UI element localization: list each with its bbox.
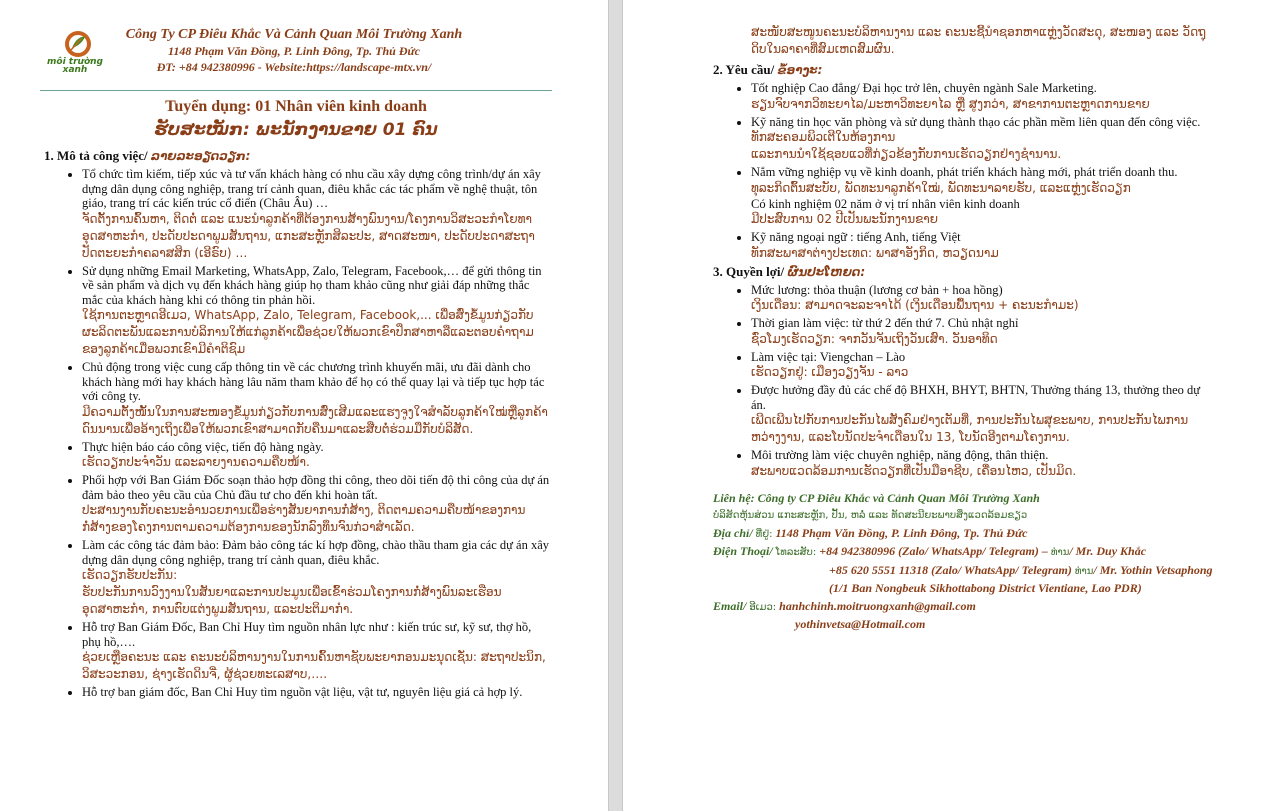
list-item: • Thời gian làm việc: từ thứ 2 đến thứ 7. Chủ nhật nghỉ ຊົ່ວໂມງເຮັດວຽກ: ຈາກວັນຈັນເຖິງວັນເສົາ. ວັນອາທິດ (751, 316, 1213, 348)
list-item: • Nắm vững nghiệp vụ về kinh doanh, phát triển khách hàng mới, phát triển doanh thu. ທຸລະກິດຕົ້ນສະບັບ, ພັດທະນາລູກຄ້າໃໝ່, ພັດທະນາລາຍຮັບ, ແລະແຫຼ່ງເຮັດວຽກ Có kinh nghiệm 02 năm ở vị trí nhân viên kinh doanh ມີປະສົບການ 02 ປີເປັນພະນັກງານຂາຍ (751, 165, 1213, 228)
company-name: Công Ty CP Điêu Khắc Và Cảnh Quan Môi Trường Xanh (125, 27, 463, 42)
logo-text: môi trường xanh (47, 57, 103, 75)
document-page-2 (622, 0, 1282, 811)
list-item: • Kỹ năng ngoại ngữ : tiếng Anh, tiếng Việt ທັກສະພາສາຕ່າງປະເທດ: ພາສາອັງກິດ, ຫວຽດນາມ (751, 230, 1213, 262)
contact-heading: Liên hệ: Công ty CP Điêu Khắc và Cảnh Quan Môi Trường Xanh (713, 490, 1040, 505)
list-item: • Hỗ trợ ban giám đốc, Ban Chỉ Huy tìm nguồn vật liệu, vật tư, nguyên liệu giá cả hợp lý. (82, 685, 550, 700)
contact-phone-2: +85 620 5551 11318 (Zalo/ WhatsApp/ Telegram) ທ່ານ/ Mr. Yothin Vetsaphong (829, 562, 1213, 577)
job-title-vi: Tuyển dụng: 01 Nhân viên kinh doanh (165, 98, 427, 115)
list-item: • Mức lương: thỏa thuận (lương cơ bản + hoa hồng) ເງິນເດືອນ: ສາມາດຈະລະຈາໄດ້ (ເງິນເດືອນພື້ນຖານ + ຄະນະກຳມະ) (751, 283, 1213, 315)
list-item: • Phối hợp với Ban Giám Đốc soạn thảo hợp đồng thi công, theo dõi tiến độ thi công của dự án đảm bảo theo yêu cầu của Chủ đầu tư cho đến khi hoàn tất. ປະສານງານກັບຄະນະອຳນວຍການເພື່ອຮ່າງສັນຍາການກໍ່ສ້າງ, ຕິດຕາມຄວາມຄືບໜ້າຂອງການກໍ່ສ້າງຂອງໂຄງການຕາມຄວາມຕ້ອງການຂອງນັກລົງທຶນຈົນກ່ວາສຳເລັດ. (82, 473, 550, 536)
contact-heading-lo: ບໍລິສັດຫຸ້ນສ່ວນ ແກະສະຫຼັກ, ປັ້ນ, ຫລໍ່ ແລະ ທັດສະນີຍະພາບສິ່ງແວດລ້ອມຂຽວ (713, 510, 1028, 521)
list-item: • Kỹ năng tin học văn phòng và sử dụng thành thạo các phần mềm liên quan đến công việc. ທັກສະຄອມພິວເຕີໃນຫ້ອງການ ແລະການນຳໃຊ້ຊອບແວທີ່ກ່ຽວຂ້ອງກັບການເຮັດວຽກຢ່າງຊຳນານ. (751, 115, 1213, 164)
list-item: • Chủ động trong việc cung cấp thông tin về các chương trình khuyến mãi, ưu đãi dành cho khách hàng mới hay khách hàng lâu năm tham khảo để họ có thể quay lại và tiếp tục hợp tác với công ty. ມີຄວາມຕັ້ງໜັ້ນໃນການສະໜອງຂໍ້ມູນກ່ຽວກັບການສົ່ງເສີມແລະແຮງຈູງໃຈສຳລັບລູກຄ້າໃໝ່ຫຼືລູກຄ້າດົນນານເພື່ອອ້າງເຖິງເພື່ອໃຫ້ພວກເຂົາສາມາດກັບຄືນມາແລະສືບຕໍ່ຮ່ວມມືກັບບໍລິສັດ. (82, 360, 550, 438)
page-2-content (713, 24, 1213, 634)
company-info (114, 26, 474, 75)
contact-phone-2-address: (1/1 Ban Nongbeuk Sikhottabong District Vientiane, Lao PDR) (829, 581, 1142, 595)
requirement-list (713, 81, 1213, 262)
job-description-section (44, 146, 550, 702)
company-address: 1148 Phạm Văn Đồng, P. Linh Đông, Tp. Thủ Đức (167, 44, 421, 58)
email-link[interactable]: hanhchinh.moitruongxanh@gmail.com (779, 598, 976, 613)
contact-email-1: Email/ ອີເມວ: hanhchinh.moitruongxanh@gmail.com (713, 598, 976, 613)
list-item: • Tổ chức tìm kiếm, tiếp xúc và tư vấn khách hàng có nhu cầu xây dựng công trình/dự án xây dựng dân dụng công nghiệp, trang trí cảnh quan, điêu khắc các tác phẩm về nghệ thuật, tôn giáo, trang trí các kiến trúc cổ điển (Châu Âu) … ຈັດຕັ້ງການຄົ້ນຫາ, ຕິດຕໍ່ ແລະ ແນະນຳລູກຄ້າທີ່ຕ້ອງການສ້າງພົນງານ/ໂຄງການວິສະວະກຳໂຍທາອຸດສາຫະກຳ, ປະດັບປະດາພູມສັນຖານ, ແກະສະຫຼັກສິລະປະ, ສາດສະໜາ, ປະດັບປະດາສະຖາປັດຕະຍະກຳຄລາສສິກ (ເອີຣົບ) … (82, 167, 550, 262)
page-gap (608, 0, 622, 811)
company-contact: ĐT: +84 942380996 - Website:https://landscape-mtx.vn/ (156, 60, 432, 74)
duty-list (44, 167, 550, 700)
list-item: • Làm các công tác đảm bảo: Đảm bảo công tác kí hợp đồng, chào thầu tham gia các dự án xây dựng dân dụng công nghiệp, trang trí cảnh quan, điêu khắc. ເຮັດວຽກຮັບປະກັນ: ຮັບປະກັນການວົງງານໃນສັນຍາແລະການປະມູນເພື່ອເຂົ້າຮ່ວມໂຄງການກໍ່ສ້າງພົນລະເຮືອນອຸດສາຫະກຳ, ການຕົບແຕ່ງພູມສັນຖານ, ແລະປະຕິມາກຳ. (82, 538, 550, 618)
document-page-1 (0, 0, 609, 811)
section-title: 1. Mô tả công việc/ ລາຍລະອຽດວຽກ: (44, 148, 251, 163)
section-title: 3. Quyền lợi/ ຜົນປະໂຫຍດ: (713, 263, 866, 279)
list-item: • Môi trường làm việc chuyên nghiệp, năng động, thân thiện. ສະພາບແວດລ້ອມການເຮັດວຽກທີ່ເປັນມືອາຊີບ, ເຄື່ອນໄຫວ, ເປັນມິດ. (751, 448, 1213, 480)
list-item: • Được hưởng đầy đủ các chế độ BHXH, BHYT, BHTN, Thưởng tháng 13, thưởng theo dự án. ເພີດເພີນໄປກັບການປະກັນໄພສັງຄົມຢ່າງເຕັມທີ່, ການປະກັນໄພສຸຂະພາບ, ການປະກັນໄພການຫວ່າງງານ, ແລະໂບນັດປະຈຳເດືອນໃນ 13, ໂບນັດອີງຕາມໂຄງການ. (751, 383, 1213, 446)
letterhead (40, 14, 552, 91)
contact-phone-1: Điện Thoại/ ໂທລະສັບ: +84 942380996 (Zalo/ WhatsApp/ Telegram) – ທ່ານ/ Mr. Duy Khắc (713, 544, 1147, 558)
list-item: • Làm việc tại: Viengchan – Lào ເຮັດວຽກຢູ່: ເມືອງວຽງຈັນ - ລາວ (751, 350, 1213, 382)
list-item: • Sử dụng những Email Marketing, WhatsApp, Zalo, Telegram, Facebook,… để gửi thông tin về sản phẩm và dịch vụ đến khách hàng giúp họ tham khảo cũng như giải đáp những thắc mắc của khách hàng khi có thông tin phản hồi. ໃຊ້ການຕະຫຼາດອີເມວ, WhatsApp, Zalo, Telegram, Facebook,... ເພື່ອສົ່ງຂໍ້ມູນກ່ຽວກັບຜະລິດຕະພັນແລະການບໍລິການໃຫ້ແກ່ລູກຄ້າເພື່ອຊ່ວຍໃຫ້ພວກເຂົາປຶກສາຫາລືແລະຕອບຄຳຖາມຂອງລູກຄ້າເມື່ອພວກເຂົາມີຄຳຕິຊົມ (82, 264, 550, 359)
job-title-lo: ຮັບສະໝັກ: ພະນັກງານຂາຍ 01 ຄົນ (154, 120, 438, 140)
contact-block (713, 490, 1213, 634)
list-item: • Tốt nghiệp Cao đẳng/ Đại học trở lên, chuyên ngành Sale Marketing. ຮຽນຈົບຈາກວິທະຍາໄລ/ມະຫາວິທະຍາໄລ ຫຼື ສູງກວ່າ, ສາຂາການຕະຫຼາດການຂາຍ (751, 81, 1213, 113)
list-item: • Thực hiện báo cáo công việc, tiến độ hàng ngày. ເຮັດວຽກປະຈຳວັນ ແລະລາຍງານຄວາມຄືບໜ້າ. (82, 440, 550, 472)
continuation-text: ສະໜັບສະໜູນຄະນະບໍລິຫານງານ ແລະ ຄະນະຊີ້ນຳຊອກຫາແຫຼ່ງວັດສະດຸ, ສະໜອງ ແລະ ວັດຖຸດິບໃນລາຄາທີ່ສົມເຫດສົມຜົນ. (751, 25, 1206, 56)
list-item: • Hỗ trợ Ban Giám Đốc, Ban Chỉ Huy tìm nguồn nhân lực như : kiến trúc sư, kỹ sư, thợ hồ, phụ hồ,…. ຊ່ວຍເຫຼືອຄະນະ ແລະ ຄະນະບໍລິຫານງານໃນການຄົ້ນຫາຊັບພະຍາກອນມະນຸດເຊັ່ນ: ສະຖາປະນິກ, ວິສະວະກອນ, ຊ່າງເຮັດດິນຈີ່, ຜູ້ຊ່ວຍທະເລສາບ,…. (82, 620, 550, 683)
email-link[interactable]: yothinvetsa@Hotmail.com (795, 617, 926, 631)
contact-email-2 (713, 616, 1213, 634)
section-title: 2. Yêu cầu/ ຂໍ້ອາງະ: (713, 62, 823, 77)
contact-address: Địa chỉ/ ທີ່ຢູ່: 1148 Phạm Văn Đồng, P. Linh Đông, Tp. Thủ Đức (713, 525, 1028, 540)
benefit-list (713, 283, 1213, 480)
